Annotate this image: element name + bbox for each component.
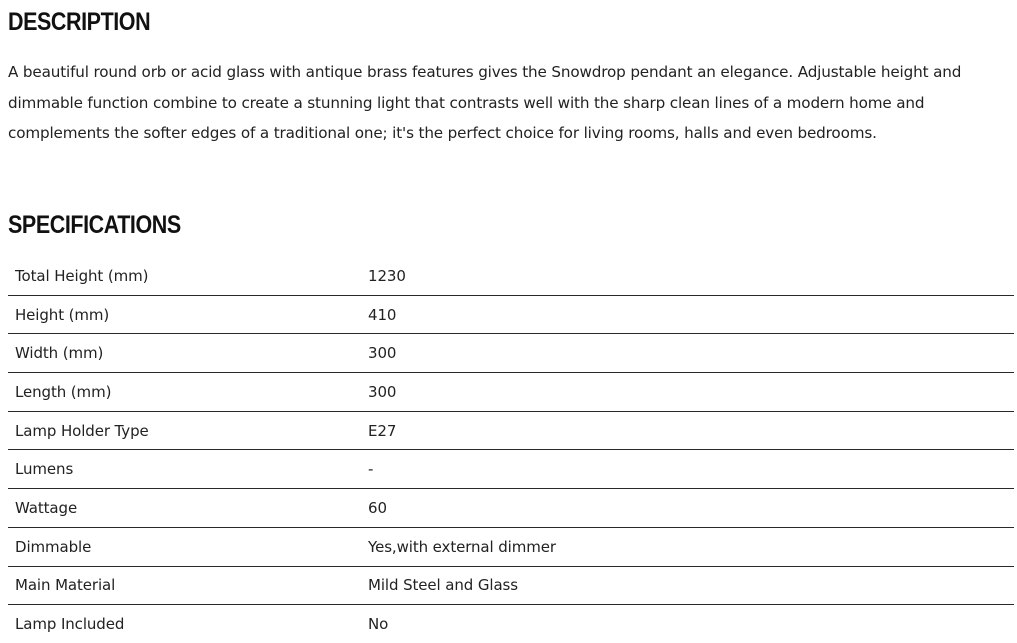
table-row [8,489,1014,528]
description-heading: DESCRIPTION [8,8,151,36]
table-row [8,295,1014,334]
spec-value: Mild Steel and Glass [361,566,1014,605]
table-row [8,334,1014,373]
spec-value: 410 [361,295,1014,334]
spec-label: Width (mm) [8,334,361,373]
spec-value: E27 [361,411,1014,450]
specifications-table [8,257,1014,643]
spec-value: - [361,450,1014,489]
spec-label: Lamp Holder Type [8,411,361,450]
spec-value: Yes,with external dimmer [361,527,1014,566]
table-row [8,373,1014,412]
table-row [8,411,1014,450]
spec-value: 300 [361,373,1014,412]
table-row [8,566,1014,605]
spec-value: 300 [361,334,1014,373]
spec-label: Total Height (mm) [8,257,361,295]
spec-label: Main Material [8,566,361,605]
spec-label: Height (mm) [8,295,361,334]
table-row [8,450,1014,489]
specifications-heading: SPECIFICATIONS [8,211,181,239]
table-row [8,257,1014,295]
spec-label: Lamp Included [15,615,125,634]
table-row [8,605,1014,643]
spec-label: Length (mm) [8,373,361,412]
spec-label: Dimmable [8,527,361,566]
spec-label: Lumens [8,450,361,489]
table-row [8,527,1014,566]
description-text: A beautiful round orb or acid glass with antique brass features gives the Snowdrop pendant an elegance. Adjustable height and dimmable function combine to create a stunning light that contrasts well with the sharp clean lines of a modern home and complements the softer edges of a traditional one; it's the perfect choice for living rooms, halls and even bedrooms. [8,63,962,142]
spec-value: 60 [361,489,1014,528]
spec-label: Wattage [8,489,361,528]
spec-value: 1230 [361,257,1014,295]
spec-value: No [368,615,389,634]
